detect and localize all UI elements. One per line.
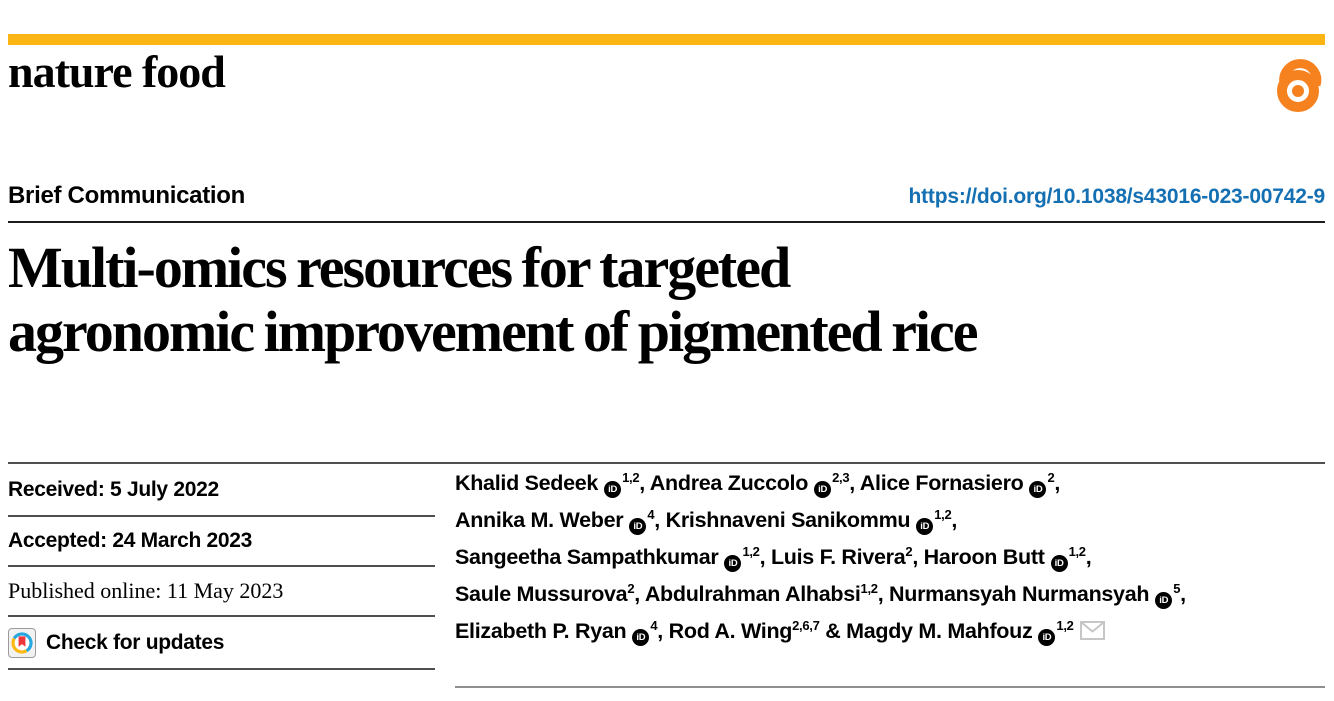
brand-bar	[8, 34, 1325, 45]
affiliation-superscript: 2,6,7	[792, 618, 820, 633]
affiliation-superscript: 2,3	[832, 470, 850, 485]
divider-under-type	[8, 221, 1325, 223]
author-text: , Haroon Butt	[912, 545, 1045, 569]
divider-below-authors	[455, 686, 1325, 688]
author-text: , Andrea Zuccolo	[639, 471, 809, 495]
check-for-updates-badge[interactable]	[8, 617, 435, 670]
orcid-icon[interactable]: iD	[1029, 481, 1046, 498]
author-text: Annika M. Weber	[455, 508, 624, 532]
orcid-icon[interactable]: iD	[1051, 555, 1068, 572]
affiliation-superscript: 4	[650, 618, 658, 633]
author-text: , Nurmansyah Nurmansyah	[877, 582, 1150, 606]
doi-link[interactable]: https://doi.org/10.1038/s43016-023-00742-9	[908, 185, 1325, 208]
author-text: ,	[1054, 471, 1061, 495]
author-text: , Luis F. Rivera	[759, 545, 906, 569]
author-text: ,	[1085, 545, 1092, 569]
affiliation-superscript: 1,2	[622, 470, 640, 485]
affiliation-superscript: 4	[647, 507, 655, 522]
orcid-icon[interactable]: iD	[814, 481, 831, 498]
author-line	[455, 577, 1330, 614]
article-title	[8, 236, 1158, 364]
received-date: Received: 5 July 2022	[8, 464, 435, 517]
author-list	[455, 466, 1330, 651]
affiliation-superscript: 1,2	[1056, 618, 1074, 633]
author-text: , Alice Fornasiero	[849, 471, 1024, 495]
orcid-icon[interactable]: iD	[1038, 629, 1055, 646]
author-text: & Magdy M. Mahfouz	[819, 619, 1033, 643]
orcid-icon[interactable]: iD	[916, 518, 933, 535]
author-text: Sangeetha Sampathkumar	[455, 545, 719, 569]
author-text: ,	[951, 508, 958, 532]
author-text: Elizabeth P. Ryan	[455, 619, 627, 643]
article-type-label: Brief Communication	[8, 182, 245, 209]
orcid-icon[interactable]: iD	[724, 555, 741, 572]
affiliation-superscript: 1,2	[742, 544, 760, 559]
author-text: Saule Mussurova	[455, 582, 628, 606]
author-text: , Krishnaveni Sanikommu	[654, 508, 911, 532]
author-text: ,	[1180, 582, 1186, 606]
article-history	[8, 464, 435, 670]
affiliation-superscript: 1,2	[860, 581, 878, 596]
journal-logo[interactable]: nature food	[8, 46, 225, 97]
orcid-icon[interactable]: iD	[604, 481, 621, 498]
author-line	[455, 503, 1330, 540]
author-text: Khalid Sedeek	[455, 471, 599, 495]
check-for-updates-label: Check for updates	[46, 630, 225, 654]
title-line-2: agronomic improvement of pigmented rice	[8, 299, 977, 364]
orcid-icon[interactable]: iD	[632, 629, 649, 646]
email-icon[interactable]	[1080, 616, 1105, 651]
orcid-icon[interactable]: iD	[629, 518, 646, 535]
title-line-1: Multi-omics resources for targeted	[8, 235, 790, 300]
affiliation-superscript: 2	[627, 581, 635, 596]
affiliation-superscript: 2	[905, 544, 913, 559]
author-line	[455, 614, 1330, 651]
meta-row	[8, 182, 1325, 210]
author-line	[455, 540, 1330, 577]
affiliation-superscript: 2	[1047, 470, 1055, 485]
author-text: , Rod A. Wing	[657, 619, 793, 643]
affiliation-superscript: 1,2	[1068, 544, 1086, 559]
author-line	[455, 466, 1330, 503]
affiliation-superscript: 1,2	[934, 507, 952, 522]
open-access-icon	[1267, 47, 1331, 113]
author-text: , Abdulrahman Alhabsi	[634, 582, 861, 606]
affiliation-superscript: 5	[1173, 581, 1181, 596]
orcid-icon[interactable]: iD	[1155, 592, 1172, 609]
published-date: Published online: 11 May 2023	[8, 567, 435, 617]
crossmark-icon	[8, 628, 36, 658]
accepted-date: Accepted: 24 March 2023	[8, 517, 435, 567]
